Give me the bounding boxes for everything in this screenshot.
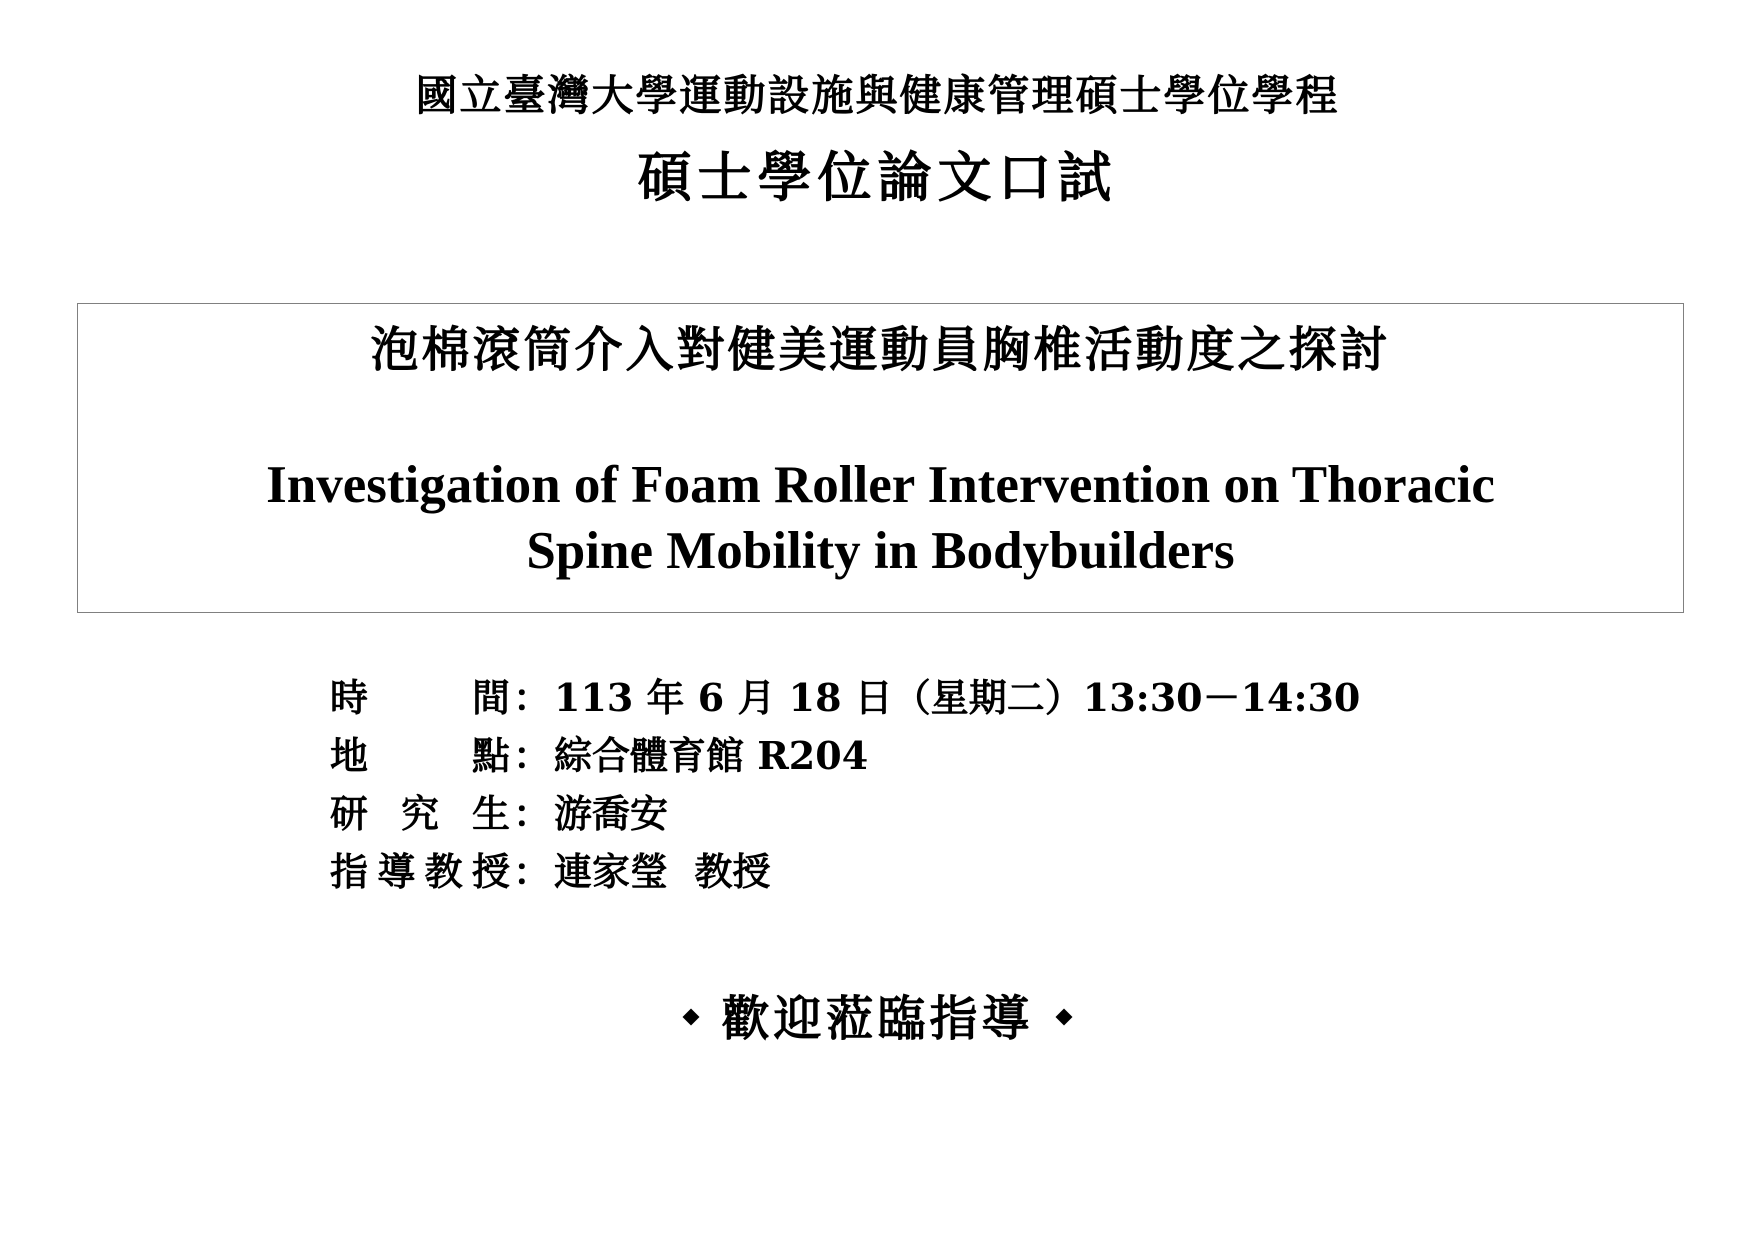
detail-colon: ： <box>512 733 551 778</box>
diamond-bullet-icon <box>1055 1008 1072 1025</box>
thesis-title-chinese: 泡棉滾筒介入對健美運動員胸椎活動度之探討 <box>370 322 1391 378</box>
detail-value-time: 113 年 6 月 18 日（星期二）13:30－14:30 <box>554 675 1361 720</box>
detail-label-time: 時 間 <box>330 675 510 720</box>
detail-label-student: 研 究 生 <box>330 791 510 836</box>
detail-value-student: 游喬安 <box>554 791 669 836</box>
detail-value-location: 綜合體育館 R204 <box>554 733 869 778</box>
detail-row-location <box>330 727 1360 785</box>
thesis-title-box <box>77 303 1684 613</box>
detail-row-time <box>330 669 1360 727</box>
thesis-title-english-line1: Investigation of Foam Roller Intervention on Thoracic <box>266 456 1495 514</box>
detail-value-advisor: 連家瑩 教授 <box>554 849 771 894</box>
defense-details <box>330 669 1360 901</box>
event-heading: 碩士學位論文口試 <box>637 145 1118 209</box>
detail-row-student <box>330 785 1360 843</box>
institution-heading: 國立臺灣大學運動設施與健康管理碩士學位學程 <box>415 71 1340 120</box>
diamond-bullet-icon <box>683 1008 700 1025</box>
thesis-title-english-line2: Spine Mobility in Bodybuilders <box>526 522 1235 580</box>
detail-row-advisor <box>330 843 1360 901</box>
welcome-message <box>0 986 1755 1052</box>
welcome-text: 歡迎蒞臨指導 <box>721 991 1034 1047</box>
detail-label-advisor: 指 導 教 授 <box>330 849 510 894</box>
thesis-title-english <box>78 452 1683 584</box>
detail-label-location: 地 點 <box>330 733 510 778</box>
detail-colon: ： <box>512 791 551 836</box>
detail-colon: ： <box>512 849 551 894</box>
detail-colon: ： <box>512 675 551 720</box>
